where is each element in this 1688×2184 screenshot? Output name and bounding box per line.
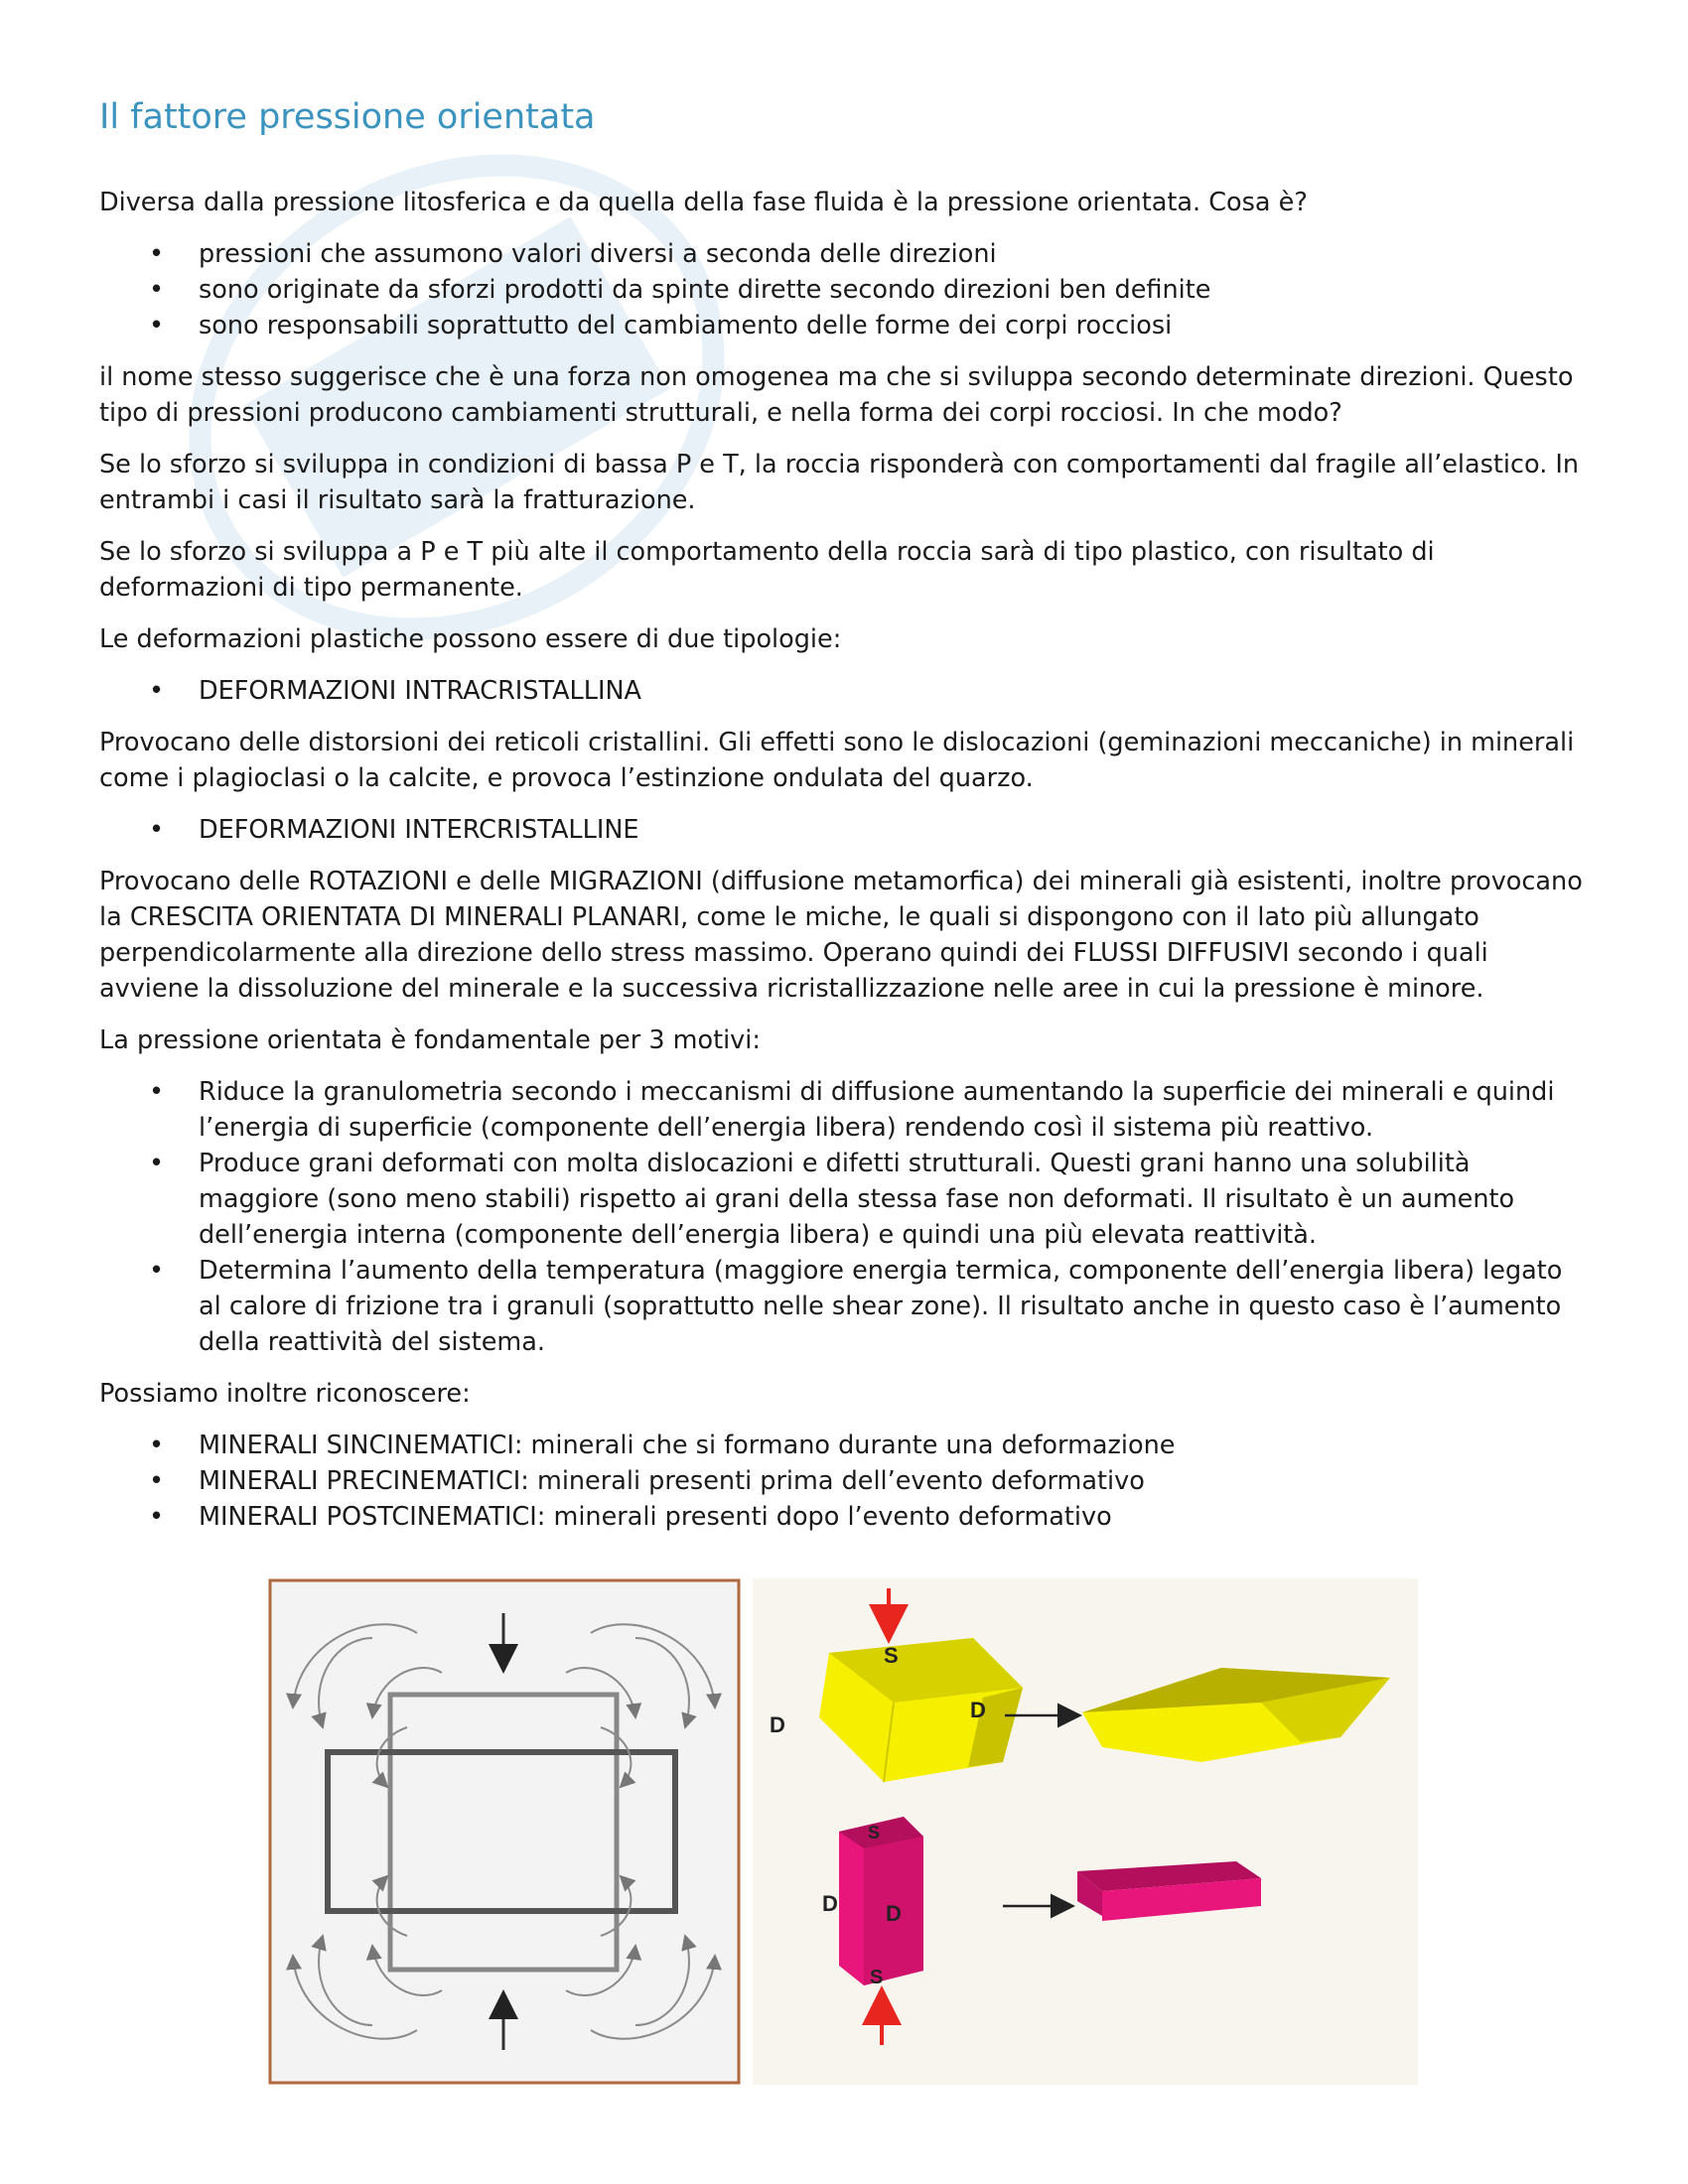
deformation-type-2 <box>99 812 1593 848</box>
list-item: • pressioni che assumono valori diversi a seconda delle direzioni <box>99 236 1593 272</box>
paragraph: Le deformazioni plastiche possono essere di due tipologie: <box>99 624 842 654</box>
list-item: • DEFORMAZIONI INTERCRISTALLINE <box>99 812 1593 848</box>
intro-bullet-list <box>99 236 1593 343</box>
document-body <box>99 95 1593 1551</box>
label-d: D <box>822 1891 838 1916</box>
paragraph: Se lo sforzo si sviluppa in condizioni di bassa P e T, la roccia risponderà con comportamenti dal fragile all’elastico. In entrambi i casi il risultato sarà la fratturazione. <box>99 450 1580 515</box>
label-s: S <box>870 1967 884 1988</box>
list-item: • sono originate da sforzi prodotti da spinte dirette secondo direzioni ben definite <box>99 272 1593 308</box>
page-title: Il fattore pressione orientata <box>99 97 596 137</box>
minerals-list <box>99 1428 1593 1535</box>
list-item: • DEFORMAZIONI INTRACRISTALLINA <box>99 673 1593 709</box>
list-item: • Produce grani deformati con molta dislocazioni e difetti strutturali. Questi grani hanno una solubilità maggiore (sono meno stabili) rispetto ai grani della stessa fase non deformati. Il risultato è un aumento dell’energia interna (componente dell’energia libera) e quindi una più elevata reattività. <box>99 1146 1593 1253</box>
reasons-list <box>99 1074 1593 1360</box>
list-item: • Riduce la granulometria secondo i meccanismi di diffusione aumentando la superficie dei minerali e quindi l’energia di superficie (componente dell’energia libera) rendendo così il sistema più reattivo. <box>99 1074 1593 1146</box>
paragraph: il nome stesso suggerisce che è una forza non omogenea ma che si sviluppa secondo determinate direzioni. Questo tipo di pressioni producono cambiamenti strutturali, e nella forma dei corpi rocciosi. In che modo? <box>99 362 1574 428</box>
diffusion-flow-diagram <box>270 1580 739 2083</box>
paragraph: Se lo sforzo si sviluppa a P e T più alte il comportamento della roccia sarà di tipo plastico, con risultato di deformazioni di tipo permanente. <box>99 537 1435 603</box>
list-item: • sono responsabili soprattutto del cambiamento delle forme dei corpi rocciosi <box>99 308 1593 343</box>
magenta-crystal-undeformed <box>839 1817 923 1985</box>
label-d: D <box>886 1901 902 1926</box>
list-item: • Determina l’aumento della temperatura (maggiore energia termica, componente dell’energia libera) legato al calore di frizione tra i granuli (soprattutto nelle shear zone). Il risultato anche in questo caso è l’aumento della reattività del sistema. <box>99 1253 1593 1360</box>
list-item: • MINERALI PRECINEMATICI: minerali presenti prima dell’evento deformativo <box>99 1463 1593 1499</box>
label-s: S <box>884 1643 899 1668</box>
deformation-figures <box>268 1578 1420 2085</box>
paragraph: La pressione orientata è fondamentale per 3 motivi: <box>99 1025 761 1055</box>
deformation-type-1 <box>99 673 1593 709</box>
paragraph: Possiamo inoltre riconoscere: <box>99 1379 471 1409</box>
list-item: • MINERALI SINCINEMATICI: minerali che si formano durante una deformazione <box>99 1428 1593 1463</box>
intro-paragraph: Diversa dalla pressione litosferica e da quella della fase fluida è la pressione orientata. Cosa è? <box>99 188 1308 217</box>
label-d: D <box>770 1712 785 1737</box>
paragraph: Provocano delle distorsioni dei reticoli cristallini. Gli effetti sono le dislocazioni (geminazioni meccaniche) in minerali come i plagioclasi o la calcite, e provoca l’estinzione ondulata del quarzo. <box>99 728 1575 793</box>
list-item: • MINERALI POSTCINEMATICI: minerali presenti dopo l’evento deformativo <box>99 1499 1593 1535</box>
paragraph: Provocano delle ROTAZIONI e delle MIGRAZIONI (diffusione metamorfica) dei minerali già esistenti, inoltre provocano la CRESCITA ORIENTATA DI MINERALI PLANARI, come le miche, le quali si dispongono con il lato più allungato perpendicolarmente alla direzione dello stress massimo. Operano quindi dei FLUSSI DIFFUSIVI secondo i quali avviene la dissoluzione del minerale e la successiva ricristallizzazione nelle aree in cui la pressione è minore. <box>99 867 1583 1004</box>
label-d: D <box>970 1698 986 1722</box>
label-s: S <box>868 1823 881 1843</box>
